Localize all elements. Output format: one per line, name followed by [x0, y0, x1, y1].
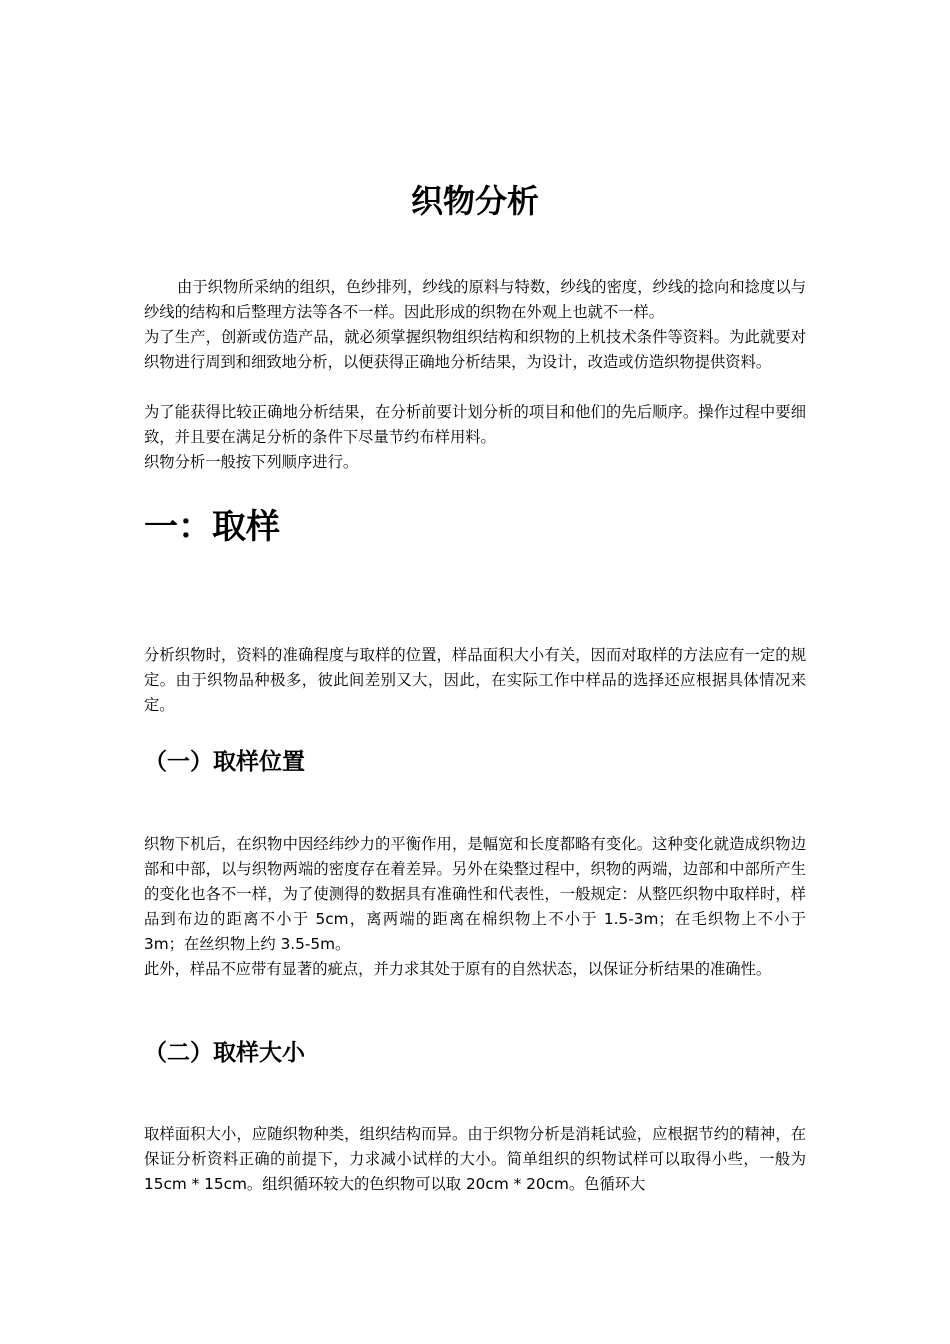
intro-paragraph-2: 为了生产，创新或仿造产品，就必须掌握织物组织结构和织物的上机技术条件等资料。为此就要对织物进行周到和细致地分析，以便获得正确地分析结果，为设计，改造或仿造织物提供资料。 [144, 328, 806, 371]
subsection-heading-sampling-size: （二）取样大小 [144, 1040, 305, 1066]
intro-paragraph-3: 为了能获得比较正确地分析结果，在分析前要计划分析的项目和他们的先后顺序。操作过程中要细致，并且要在满足分析的条件下尽量节约布样用料。 [144, 403, 806, 446]
document-title: 织物分析 [410, 182, 539, 220]
intro-paragraph-4: 织物分析一般按下列顺序进行。 [144, 453, 359, 471]
subsection-sampling-position-paragraph-2: 此外，样品不应带有显著的疵点，并力求其处于原有的自然状态，以保证分析结果的准确性。 [144, 960, 772, 978]
section-heading-sampling: 一：取样 [144, 507, 280, 547]
intro-paragraph-1: 由于织物所采纳的组织，色纱排列，纱线的原料与特数，纱线的密度，纱线的捻向和捻度以与纱线的结构和后整理方法等各不一样。因此形成的织物在外观上也就不一样。 [144, 278, 806, 321]
section-sampling-paragraph: 分析织物时，资料的准确程度与取样的位置，样品面积大小有关，因而对取样的方法应有一定的规定。由于织物品种极多，彼此间差别又大，因此，在实际工作中样品的选择还应根据具体情况来定。 [144, 646, 806, 714]
subsection-sampling-position-paragraph-1: 织物下机后，在织物中因经纬纱力的平衡作用，是幅宽和长度都略有变化。这种变化就造成织物边部和中部，以与织物两端的密度存在着差异。另外在染整过程中，织物的两端，边部和中部所产生的变化也各不一样，为了使测得的数据具有准确性和代表性，一般规定：从整匹织物中取样时，样品到布边的距离不小于 5cm，离两端的距离在棉织物上不小于 1.5-3m；在毛织物上不小于 3m；在丝织物上约 3.5-5m。 [144, 835, 806, 953]
subsection-heading-sampling-position: （一）取样位置 [144, 749, 305, 775]
subsection-sampling-size-paragraph: 取样面积大小，应随织物种类，组织结构而异。由于织物分析是消耗试验，应根据节约的精神，在保证分析资料正确的前提下，力求减小试样的大小。简单组织的织物试样可以取得小些，一般为 15cm * 15cm。组织循环较大的色织物可以取 20cm * 20cm。色循环大 [144, 1125, 806, 1193]
